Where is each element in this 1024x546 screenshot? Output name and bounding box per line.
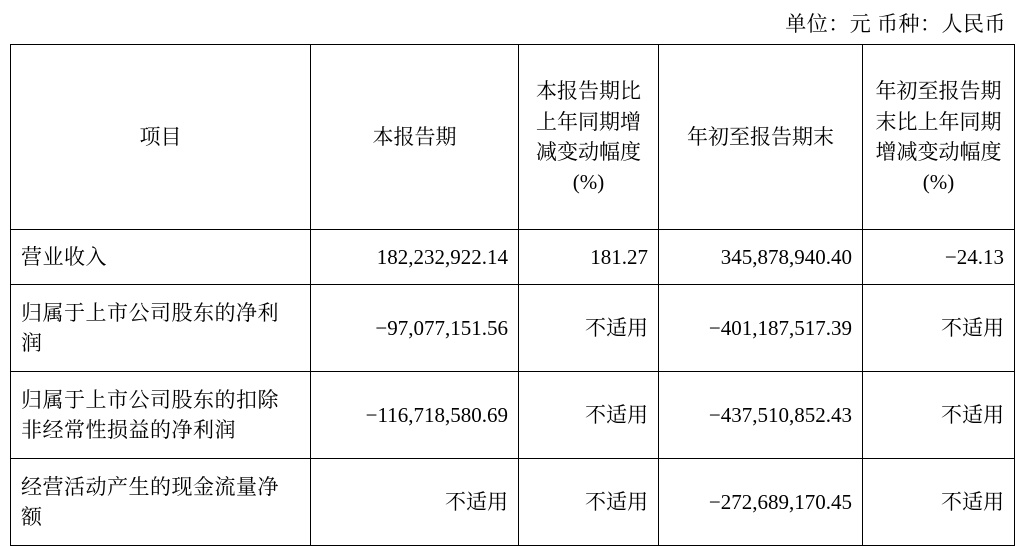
cell-current-period: 182,232,922.14 xyxy=(311,230,519,285)
cell-current-period: −116,718,580.69 xyxy=(311,372,519,459)
table-row xyxy=(11,285,1015,372)
cell-current-period-change: 不适用 xyxy=(519,459,659,546)
cell-ytd: −401,187,517.39 xyxy=(659,285,863,372)
cell-ytd-change: 不适用 xyxy=(863,459,1015,546)
table-row xyxy=(11,230,1015,285)
table-row xyxy=(11,372,1015,459)
cell-ytd: −437,510,852.43 xyxy=(659,372,863,459)
row-label: 经营活动产生的现金流量净额 xyxy=(11,459,311,546)
cell-current-period-change: 不适用 xyxy=(519,372,659,459)
cell-current-period-change: 不适用 xyxy=(519,285,659,372)
cell-current-period-change: 181.27 xyxy=(519,230,659,285)
cell-ytd-change: 不适用 xyxy=(863,285,1015,372)
column-header-current-period: 本报告期 xyxy=(311,45,519,230)
table-row xyxy=(11,459,1015,546)
row-label: 归属于上市公司股东的净利润 xyxy=(11,285,311,372)
unit-note: 单位：元 币种：人民币 xyxy=(785,12,1006,36)
cell-current-period: 不适用 xyxy=(311,459,519,546)
cell-ytd-change: −24.13 xyxy=(863,230,1015,285)
cell-current-period: −97,077,151.56 xyxy=(311,285,519,372)
table-header-row xyxy=(11,45,1015,230)
cell-ytd-change: 不适用 xyxy=(863,372,1015,459)
cell-ytd: −272,689,170.45 xyxy=(659,459,863,546)
column-header-item: 项目 xyxy=(11,45,311,230)
financial-summary-table xyxy=(10,44,1015,546)
row-label: 营业收入 xyxy=(11,230,311,285)
row-label: 归属于上市公司股东的扣除非经常性损益的净利润 xyxy=(11,372,311,459)
column-header-ytd-change: 年初至报告期末比上年同期增减变动幅度(%) xyxy=(863,45,1015,230)
column-header-current-period-change: 本报告期比上年同期增减变动幅度(%) xyxy=(519,45,659,230)
cell-ytd: 345,878,940.40 xyxy=(659,230,863,285)
column-header-ytd: 年初至报告期末 xyxy=(659,45,863,230)
